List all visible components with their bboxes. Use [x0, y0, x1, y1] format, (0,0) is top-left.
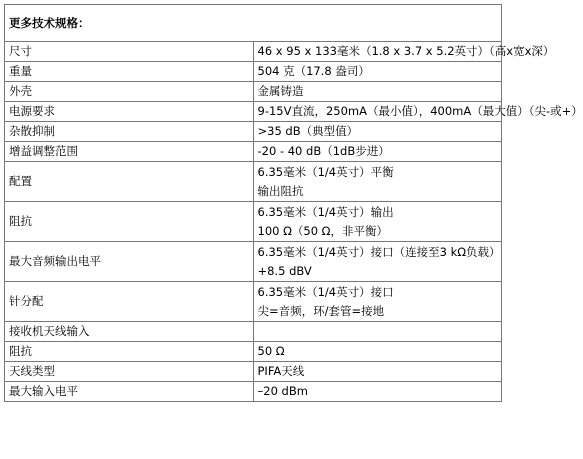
- value-line: 504 克（17.8 盎司）: [257, 64, 370, 78]
- value-line: 金属铸造: [257, 84, 304, 98]
- value-line: –20 dBm: [257, 384, 308, 398]
- row-label: 天线类型: [5, 362, 254, 382]
- row-value: [253, 382, 502, 402]
- value-line: 9-15V直流，250mA（最小值），400mA（最大值）（尖-或+）: [257, 104, 583, 118]
- row-label: 尺寸: [5, 42, 254, 62]
- value-line: 6.35毫米（1/4英寸）接口（连接至3 kΩ负载）: [257, 244, 501, 259]
- value-line: -20 - 40 dB（1dB步进）: [257, 144, 390, 158]
- row-value: [253, 322, 502, 342]
- table-row: [5, 382, 502, 402]
- table-header-row: [5, 5, 502, 42]
- table-row: [5, 42, 502, 62]
- value-line: 100 Ω（50 Ω，非平衡）: [257, 223, 388, 238]
- row-value: [253, 342, 502, 362]
- row-label: 杂散抑制: [5, 122, 254, 142]
- row-label: 接收机天线输入: [5, 322, 254, 342]
- row-value: [253, 162, 502, 202]
- row-label: 增益调整范围: [5, 142, 254, 162]
- row-value: [253, 82, 502, 102]
- row-value: [253, 282, 502, 322]
- row-label: 阻抗: [5, 202, 254, 242]
- row-value: [253, 362, 502, 382]
- value-line: 输出阻抗: [257, 183, 304, 198]
- table-row: [5, 242, 502, 282]
- spec-table: [4, 4, 583, 402]
- table-row: [5, 102, 502, 122]
- value-line: 50 Ω: [257, 344, 285, 358]
- table-row: [5, 122, 502, 142]
- value-line: 6.35毫米（1/4英寸）平衡: [257, 164, 394, 179]
- row-label: 最大输入电平: [5, 382, 254, 402]
- value-line: 尖=音频，环/套管=接地: [257, 303, 385, 318]
- table-row: [5, 202, 502, 242]
- row-value: [253, 142, 502, 162]
- value-line: PIFA天线: [257, 364, 305, 378]
- value-line: +8.5 dBV: [257, 263, 312, 278]
- section-title: 更多技术规格：: [5, 5, 502, 42]
- row-value: [253, 62, 502, 82]
- row-label: 外壳: [5, 82, 254, 102]
- table-row: [5, 142, 502, 162]
- value-line: 46 x 95 x 133毫米（1.8 x 3.7 x 5.2英寸）（高x宽x深）: [257, 44, 555, 58]
- row-label: 针分配: [5, 282, 254, 322]
- row-label: 最大音频输出电平: [5, 242, 254, 282]
- row-value: [253, 102, 583, 122]
- value-line: 6.35毫米（1/4英寸）接口: [257, 284, 394, 299]
- value-line: >35 dB（典型值）: [257, 124, 359, 138]
- table-row: [5, 282, 502, 322]
- table-row: [5, 322, 502, 342]
- value-line: 6.35毫米（1/4英寸）输出: [257, 204, 394, 219]
- row-label: 阻抗: [5, 342, 254, 362]
- row-value: [253, 202, 502, 242]
- table-row: [5, 62, 502, 82]
- table-row: [5, 162, 502, 202]
- table-row: [5, 342, 502, 362]
- row-value: [253, 42, 555, 62]
- table-row: [5, 82, 502, 102]
- table-row: [5, 362, 502, 382]
- row-label: 配置: [5, 162, 254, 202]
- row-value: [253, 122, 502, 142]
- row-label: 电源要求: [5, 102, 254, 122]
- row-label: 重量: [5, 62, 254, 82]
- row-value: [253, 242, 502, 282]
